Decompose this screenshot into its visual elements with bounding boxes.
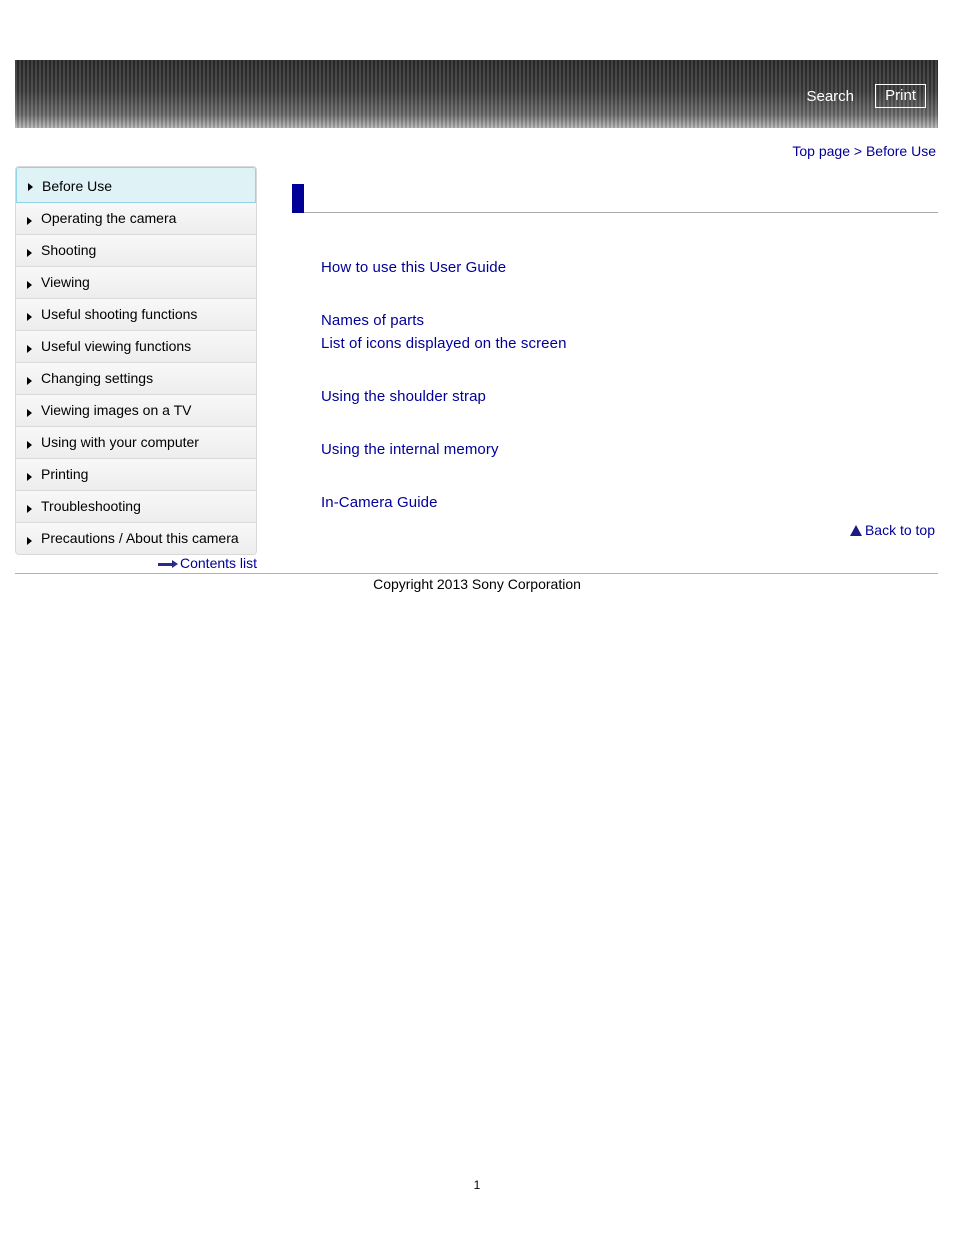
triangle-right-icon (27, 345, 32, 353)
triangle-right-icon (27, 281, 32, 289)
link-internal-memory[interactable]: Using the internal memory (321, 441, 499, 458)
sidebar-item-printing[interactable] (16, 459, 256, 491)
search-link[interactable]: Search (806, 88, 854, 105)
triangle-right-icon (27, 473, 32, 481)
sidebar-item-operating-the-camera[interactable] (16, 203, 256, 235)
sidebar-item-label: Shooting (41, 242, 97, 258)
triangle-right-icon (27, 217, 32, 225)
sidebar-item-label: Viewing images on a TV (41, 402, 192, 418)
sidebar-nav (15, 166, 257, 555)
triangle-up-icon (850, 525, 862, 536)
link-in-camera-guide[interactable]: In-Camera Guide (321, 494, 438, 511)
breadcrumb-top-link[interactable]: Top page (792, 143, 850, 159)
sidebar-item-changing-settings[interactable] (16, 363, 256, 395)
sidebar-item-troubleshooting[interactable] (16, 491, 256, 523)
sidebar-item-before-use[interactable] (16, 167, 256, 203)
footer-divider (15, 573, 938, 574)
sidebar-item-label: Printing (41, 466, 89, 482)
triangle-right-icon (27, 313, 32, 321)
section-title-divider (304, 212, 938, 213)
link-shoulder-strap[interactable]: Using the shoulder strap (321, 388, 486, 405)
sidebar-item-label: Using with your computer (41, 434, 199, 450)
sidebar-item-viewing[interactable] (16, 267, 256, 299)
triangle-right-icon (27, 537, 32, 545)
contents-list-link[interactable] (158, 555, 257, 571)
sidebar-item-label: Operating the camera (41, 210, 177, 226)
sidebar-item-label: Changing settings (41, 370, 154, 386)
link-names-of-parts[interactable]: Names of parts (321, 312, 425, 329)
breadcrumb-current-link[interactable]: Before Use (865, 143, 936, 159)
link-list-of-icons[interactable]: List of icons displayed on the screen (321, 335, 567, 352)
sidebar-item-label: Precautions / About this camera (41, 530, 239, 546)
link-how-to-use-user-guide[interactable]: How to use this User Guide (321, 259, 507, 276)
triangle-right-icon (27, 441, 32, 449)
triangle-right-icon (27, 249, 32, 257)
sidebar-item-viewing-images-on-tv[interactable] (16, 395, 256, 427)
breadcrumb (792, 143, 936, 159)
triangle-right-icon (28, 183, 33, 191)
section-title-bar (292, 184, 304, 213)
sidebar-item-label: Troubleshooting (41, 498, 141, 514)
sidebar-item-shooting[interactable] (16, 235, 256, 267)
breadcrumb-separator: > (853, 143, 863, 159)
print-button[interactable]: Print (875, 84, 926, 108)
sidebar-item-using-with-computer[interactable] (16, 427, 256, 459)
page-number: 1 (473, 1178, 481, 1192)
sidebar-item-label: Before Use (42, 178, 113, 194)
header-banner (15, 60, 938, 128)
arrow-right-icon (158, 561, 178, 567)
sidebar-item-label: Viewing (41, 274, 90, 290)
sidebar-item-precautions[interactable] (16, 523, 256, 554)
sidebar-item-useful-shooting-functions[interactable] (16, 299, 256, 331)
triangle-right-icon (27, 505, 32, 513)
triangle-right-icon (27, 409, 32, 417)
sidebar-item-label: Useful viewing functions (41, 338, 192, 354)
back-to-top-link[interactable] (850, 522, 935, 538)
triangle-right-icon (27, 377, 32, 385)
back-to-top-label: Back to top (864, 522, 935, 538)
sidebar-item-label: Useful shooting functions (41, 306, 198, 322)
sidebar-item-useful-viewing-functions[interactable] (16, 331, 256, 363)
copyright-text: Copyright 2013 Sony Corporation (373, 576, 581, 592)
contents-list-label: Contents list (180, 555, 258, 571)
